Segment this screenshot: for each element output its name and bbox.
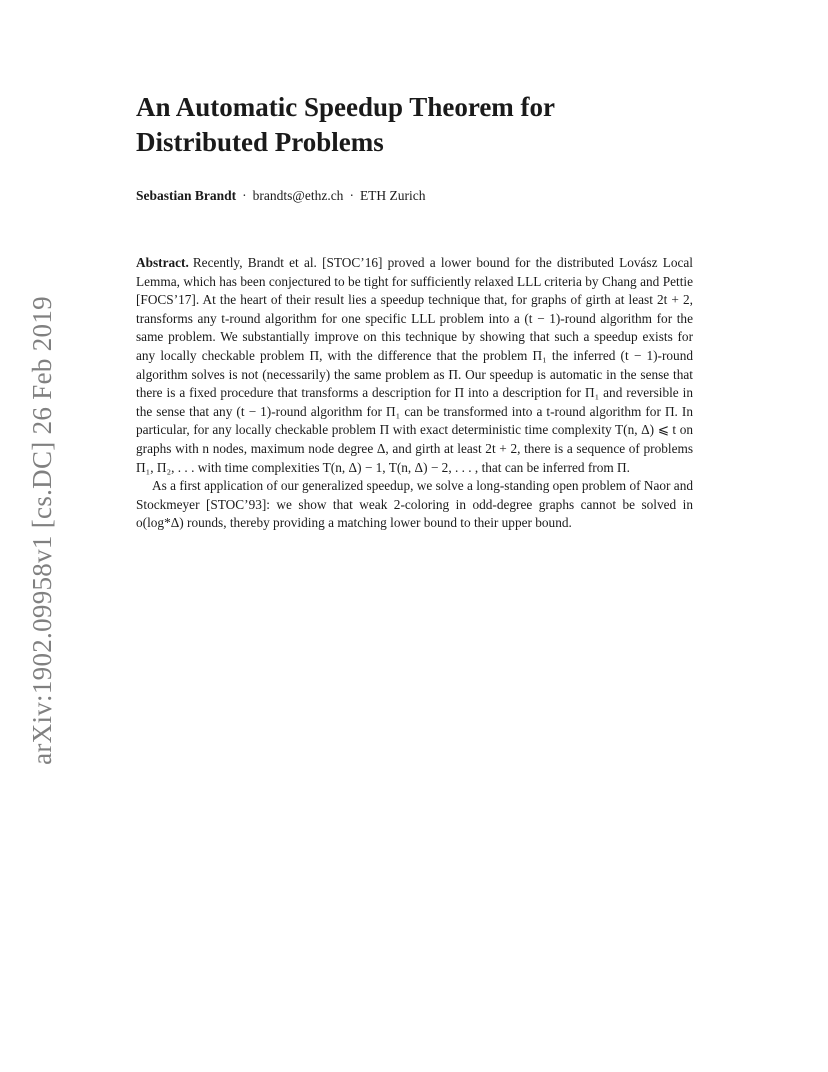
abstract-paragraph-2: As a first application of our generalized speedup, we solve a long-standing open problem of Naor and Stockmeyer [STOC’93]: we show that weak 2-coloring in odd-degree graphs cannot be solved in o(log*Δ) rounds, thereby providing a matching lower bound to their upper bound. xyxy=(136,478,693,531)
abstract-label: Abstract. xyxy=(136,255,189,270)
abstract xyxy=(136,254,693,533)
abstract-paragraph-1-text: Recently, Brandt et al. [STOC’16] proved a lower bound for the distributed Lovász Local Lemma, which has been conjectured to be tight for sufficiently relaxed LLL criteria by Chang and Pettie [FOCS’17]. At the heart of their result lies a speedup technique that, for graphs of girth at least 2t + 2, transforms any t-round algorithm for one specific LLL problem into a (t − 1)-round algorithm for the same problem. We substantially improve on this technique by showing that such a speedup exists for any locally checkable problem Π, with the difference that the problem Π₁ the inferred (t − 1)-round algorithm solves is not (necessarily) the same problem as Π. Our speedup is automatic in the sense that there is a fixed procedure that transforms a description for Π into a description for Π₁ and reversible in the sense that any (t − 1)-round algorithm for Π₁ can be transformed into a t-round algorithm for Π. In particular, for any locally checkable problem Π with exact deterministic time complexity T(n, Δ) ⩽ t on graphs with n nodes, maximum node degree Δ, and girth at least 2t + 2, there is a sequence of problems Π₁, Π₂, . . . with time complexities T(n, Δ) − 1, T(n, Δ) − 2, . . . , that can be inferred from Π. xyxy=(136,255,693,475)
paper-title xyxy=(136,90,696,160)
arxiv-identifier-text: arXiv:1902.09958v1 [cs.DC] 26 Feb 2019 xyxy=(26,295,57,765)
author-byline xyxy=(136,188,426,204)
paper-title-line-1: An Automatic Speedup Theorem for xyxy=(136,92,556,122)
author-email: brandts@ethz.ch xyxy=(252,188,344,203)
byline-separator: · xyxy=(349,188,354,203)
author-name: Sebastian Brandt xyxy=(136,188,237,203)
paper-title-line-2: Distributed Problems xyxy=(136,127,384,157)
author-affiliation: ETH Zurich xyxy=(359,188,426,203)
arxiv-identifier-stamp xyxy=(24,290,60,770)
byline-separator: · xyxy=(242,188,247,203)
abstract-paragraph-1 xyxy=(136,254,693,477)
